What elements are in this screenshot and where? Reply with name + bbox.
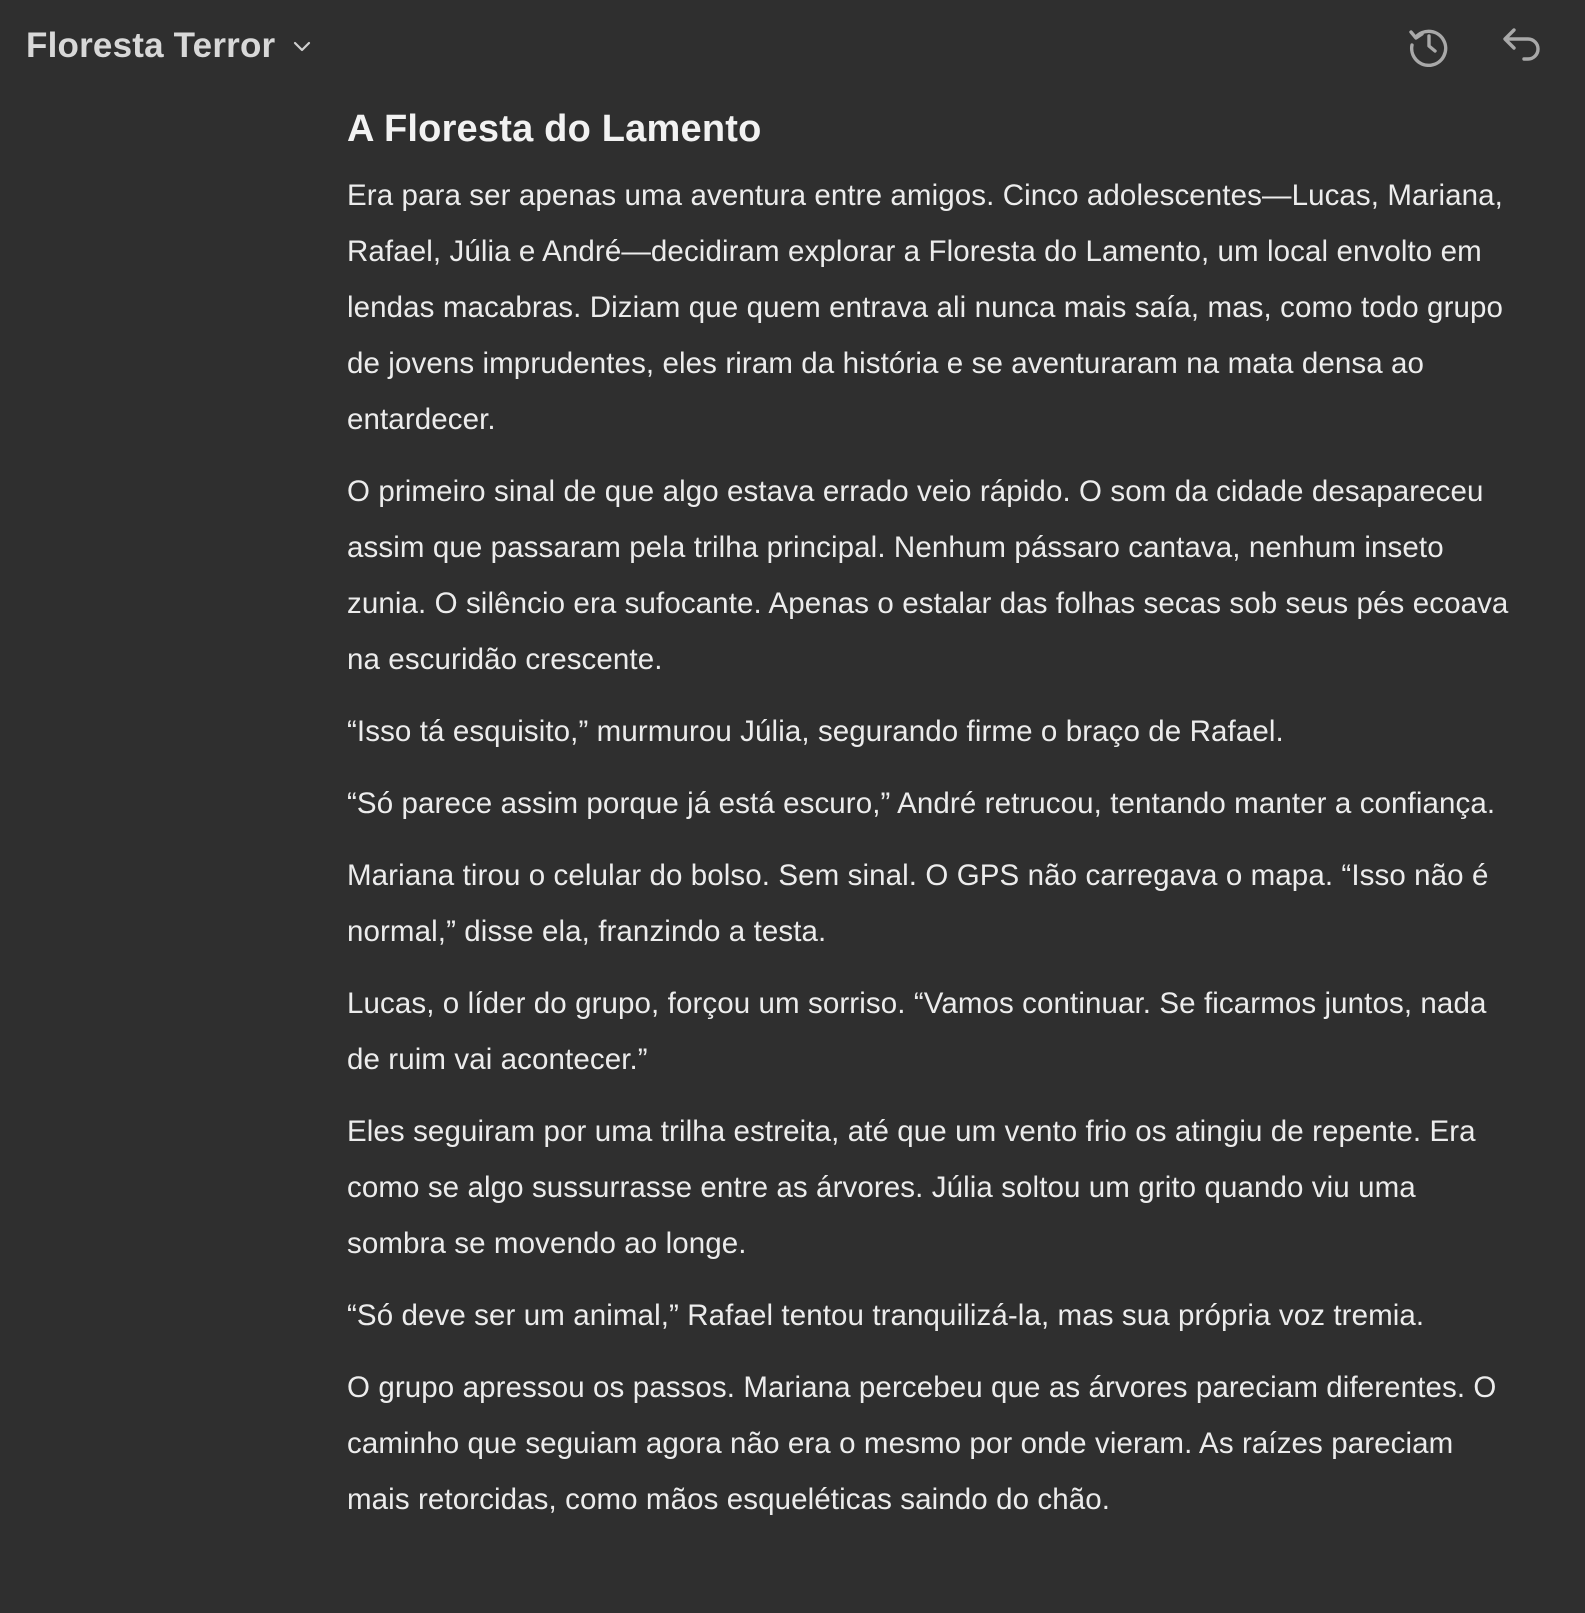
paragraph: Eles seguiram por uma trilha estreita, até que um vento frio os atingiu de repente. Era como se algo sussurrasse entre as árvores. Júlia soltou um grito quando viu uma sombra se movendo ao longe. (347, 1115, 1476, 1260)
paragraph: Mariana tirou o celular do bolso. Sem sinal. O GPS não carregava o mapa. “Isso não é normal,” disse ela, franzindo a testa. (347, 859, 1489, 948)
paragraph: O primeiro sinal de que algo estava errado veio rápido. O som da cidade desapareceu assim que passaram pela trilha principal. Nenhum pássaro cantava, nenhum inseto zunia. O silêncio era sufocante. Apenas o estalar das folhas secas sob seus pés ecoava na escuridão crescente. (347, 475, 1509, 676)
history-button[interactable] (1404, 20, 1454, 70)
document-body[interactable] (347, 100, 1517, 1544)
story-title: A Floresta do Lamento (347, 108, 762, 150)
paragraph: “Isso tá esquisito,” murmurou Júlia, segurando firme o braço de Rafael. (347, 715, 1284, 748)
chevron-down-icon (289, 33, 315, 59)
document-title-dropdown[interactable] (26, 22, 315, 70)
document-title: Floresta Terror (26, 26, 276, 65)
top-bar (0, 0, 1585, 92)
paragraph: Era para ser apenas uma aventura entre amigos. Cinco adolescentes—Lucas, Mariana, Rafael, Júlia e André—decidiram explorar a Floresta do Lamento, um local envolto em lendas macabras. Diziam que quem entrava ali nunca mais saía, mas, como todo grupo de jovens imprudentes, eles riram da história e se aventuraram na mata densa ao entardecer. (347, 179, 1504, 436)
undo-icon (1500, 23, 1544, 67)
undo-button[interactable] (1497, 20, 1547, 70)
paragraph: “Só deve ser um animal,” Rafael tentou tranquilizá-la, mas sua própria voz tremia. (347, 1299, 1425, 1332)
paragraph: O grupo apressou os passos. Mariana percebeu que as árvores pareciam diferentes. O caminho que seguiam agora não era o mesmo por onde vieram. As raízes pareciam mais retorcidas, como mãos esqueléticas saindo do chão. (347, 1371, 1497, 1516)
paragraph: Lucas, o líder do grupo, forçou um sorriso. “Vamos continuar. Se ficarmos juntos, nada de ruim vai acontecer.” (347, 987, 1487, 1076)
history-icon (1407, 23, 1451, 67)
paragraph: “Só parece assim porque já está escuro,” André retrucou, tentando manter a confiança. (347, 787, 1496, 820)
